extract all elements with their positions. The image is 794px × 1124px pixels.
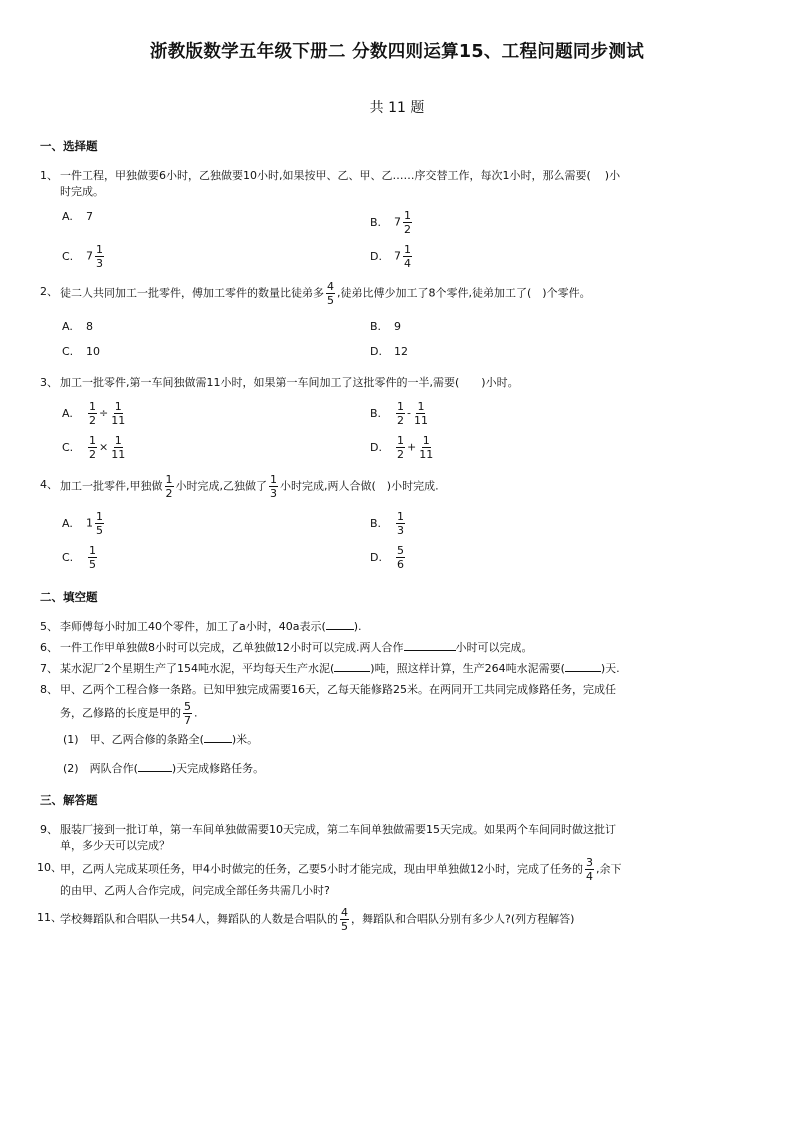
question-text: 甲，乙两人完成某项任务，甲4小时做完的任务，乙要5小时才能完成，现由甲单独做12小时，完成了任务的 xyxy=(60,862,583,876)
question-number: 9、 xyxy=(40,823,58,836)
question-text: 加工一批零件,甲独做 xyxy=(60,479,163,493)
option-c[interactable]: C. 10 xyxy=(62,345,100,358)
question-text: 加工一批零件,第一车间独做需11小时，如果第一车间加工了这批零件的一半,需要( )小时。 xyxy=(60,376,519,389)
fraction: $\frac{1}{3}$ xyxy=(96,243,103,270)
option-c[interactable]: C. 7 $\frac{1}{3}$ xyxy=(62,243,103,270)
fraction: $\frac{1}{4}$ xyxy=(404,243,411,270)
question-number: 1、 xyxy=(40,169,58,182)
question-number: 6、 xyxy=(40,641,58,654)
question-text: 李师傅每小时加工40个零件，加工了a小时，40a表示( xyxy=(60,620,326,633)
question-text: 服装厂接到一批订单，第一车间单独做需要10天完成，第二车间单独做需要15天完成。如果两个车间同时做这批订 xyxy=(60,823,616,836)
question-8-part-1: (1) 甲、乙两合修的条路全( )米。 xyxy=(63,733,259,746)
question-text: ，舞蹈队和合唱队分别有多少人?(列方程解答) xyxy=(351,912,575,926)
question-number: 3、 xyxy=(40,376,58,389)
question-number: 4、 xyxy=(40,478,58,491)
question-text: 的由甲、乙两人合作完成，问完成全部任务共需几小时? xyxy=(60,884,330,897)
option-a[interactable]: A. $\frac{1}{2}$ ÷ $\frac{1}{11}$ xyxy=(62,400,126,427)
fraction: $\frac{1}{2}$ xyxy=(404,209,411,236)
question-text: 务，乙修路的长度是甲的 xyxy=(60,706,181,720)
fraction: $\frac{4}{5}$ xyxy=(327,280,334,307)
section-heading-answer: 三、解答题 xyxy=(40,793,98,807)
option-c[interactable]: C. $\frac{1}{5}$ xyxy=(62,544,96,571)
question-count: 共 11 题 xyxy=(369,100,425,116)
question-text: 小时完成,乙独做了 xyxy=(175,479,267,493)
question-number: 2、 xyxy=(40,285,58,298)
option-a[interactable]: A. 7 xyxy=(62,210,93,223)
question-8-part-2: (2) 两队合作( )天完成修路任务。 xyxy=(63,762,265,775)
answer-blank[interactable] xyxy=(565,671,601,672)
option-c[interactable]: C. $\frac{1}{2}$ × $\frac{1}{11}$ xyxy=(62,434,126,461)
question-number: 8、 xyxy=(40,683,58,696)
question-text: 一件工作甲单独做8小时可以完成，乙单独做12小时可以完成.两人合作 xyxy=(60,641,404,654)
option-b[interactable]: B. 9 xyxy=(370,320,401,333)
option-b[interactable]: B. $\frac{1}{3}$ xyxy=(370,510,404,537)
question-text: )小 xyxy=(604,169,621,182)
question-number: 5、 xyxy=(40,620,58,633)
question-number: 7、 xyxy=(40,662,58,675)
question-text: 某水泥厂2个星期生产了154吨水泥，平均每天生产水泥( xyxy=(60,662,335,675)
answer-blank[interactable] xyxy=(138,771,172,772)
option-b[interactable]: B. $\frac{1}{2}$ - $\frac{1}{11}$ xyxy=(370,400,428,427)
question-text: ,徒弟比傅少加工了8个零件,徒弟加工了( )个零件。 xyxy=(337,286,591,300)
answer-blank[interactable] xyxy=(404,650,456,651)
option-b[interactable]: B. 7 $\frac{1}{2}$ xyxy=(370,209,411,236)
option-a[interactable]: A. 1 $\frac{1}{5}$ xyxy=(62,510,103,537)
question-text: 时完成。 xyxy=(60,185,104,198)
question-text: 单，多少天可以完成？ xyxy=(60,839,170,852)
question-text: 小时完成,两人合做( )小时完成. xyxy=(280,479,439,493)
section-heading-choice: 一、选择题 xyxy=(40,139,98,153)
page-title: 浙教版数学五年级下册二 分数四则运算15、工程问题同步测试 xyxy=(149,42,645,62)
question-number: 11、 xyxy=(37,911,62,924)
option-d[interactable]: D. 7 $\frac{1}{4}$ xyxy=(370,243,411,270)
section-heading-fill: 二、填空题 xyxy=(40,590,98,604)
question-number: 10、 xyxy=(37,861,62,874)
worksheet-page: 浙教版数学五年级下册二 分数四则运算15、工程问题同步测试 共 11 题 一、选择题 1、 一件工程，甲独做要6小时，乙独做要10小时,如果按甲、乙、甲、乙……序交替工作，每次1小时，那么需要( )小 时完成。 A. 7 B. 7 $\frac{1}{2}$ C. 7 $\frac{1}{3}$ D. 7 $\frac{1}{4}$ 2、 徒二人共同加工一批零件，傅加工零件的数量比徒弟多 $\frac{4}{5}$ ,徒弟比傅少加工了8个零件,徒弟加工了( )个零件。 A. 8 B. 9 C. 10 D. 12 3、 加工一批零件,第一车间独做需11小时，如果第一车间加工了这批零件的一半,需要( )小时。 A. $\frac{1}{2}$ ÷ $\frac{1}{11}$ B. $\frac{1}{2}$ - $\frac{1}{11}$ C. $\frac{1}{2}$ × $\frac{1}{11}$ D. $\frac{1}{2}$ + $\frac{1}{11}$ 4、 加工一批零件,甲独做 $\frac{1}{2}$ 小时完成,乙独做了 $\frac{1}{3}$ 小时完成,两人合做( )小时完成. A. 1 $\frac{1}{5}$ B. $\frac{1}{3}$ C. $\frac{1}{5}$ D. $\frac{5}{6}$ 二、填空题 5、 李师傅每小时加工40个零件，加工了a小时，40a表示( ). 6、 一件工作甲单独做8小时可以完成，乙单独做12小时可以完成.两人合作 小时可以完成。 7、 某水泥厂2个星期生产了154吨水泥，平均每天生产水泥( )吨，照这样计算，生产264吨水泥需要( )天. 8、 甲、乙两个工程合修一条路。已知甲独完成需要16天，乙每天能修路25米。在两同开工共同完成修路任务，完成任 务，乙修路的长度是甲的 $\frac{5}{7}$ . (1) 甲、乙两合修的条路全( )米。 (2) 两队合作( )天完成修路任务。 三、解答题 9、 服装厂接到一批订单，第一车间单独做需要10天完成，第二车间单独做需要15天完成。如果两个车间同时做这批订 单，多少天可以完成？ 10、 甲，乙两人完成某项任务，甲4小时做完的任务，乙要5小时才能完成，现由甲单独做12小时，完成了任务的 $\frac{3}{4}$ ,余下 的由甲、乙两人合作完成，问完成全部任务共需几小时? 11、 学校舞蹈队和合唱队一共54人，舞蹈队的人数是合唱队的 $\frac{4}{5}$ ，舞蹈队和合唱队分别有多少人?(列方程解答) xyxy=(0,0,794,1124)
question-text: 学校舞蹈队和合唱队一共54人，舞蹈队的人数是合唱队的 xyxy=(60,912,338,926)
option-d[interactable]: D. $\frac{1}{2}$ + $\frac{1}{11}$ xyxy=(370,434,434,461)
answer-blank[interactable] xyxy=(204,742,232,743)
option-a[interactable]: A. 8 xyxy=(62,320,93,333)
answer-blank[interactable] xyxy=(334,671,370,672)
question-text: 徒二人共同加工一批零件，傅加工零件的数量比徒弟多 xyxy=(60,286,324,300)
answer-blank[interactable] xyxy=(326,629,354,630)
option-d[interactable]: D. $\frac{5}{6}$ xyxy=(370,544,404,571)
question-text: 一件工程，甲独做要6小时，乙独做要10小时,如果按甲、乙、甲、乙……序交替工作，每次1小时，那么需要( xyxy=(60,169,591,182)
question-text: 甲、乙两个工程合修一条路。已知甲独完成需要16天，乙每天能修路25米。在两同开工共同完成修路任务，完成任 xyxy=(60,683,616,696)
option-d[interactable]: D. 12 xyxy=(370,345,408,358)
